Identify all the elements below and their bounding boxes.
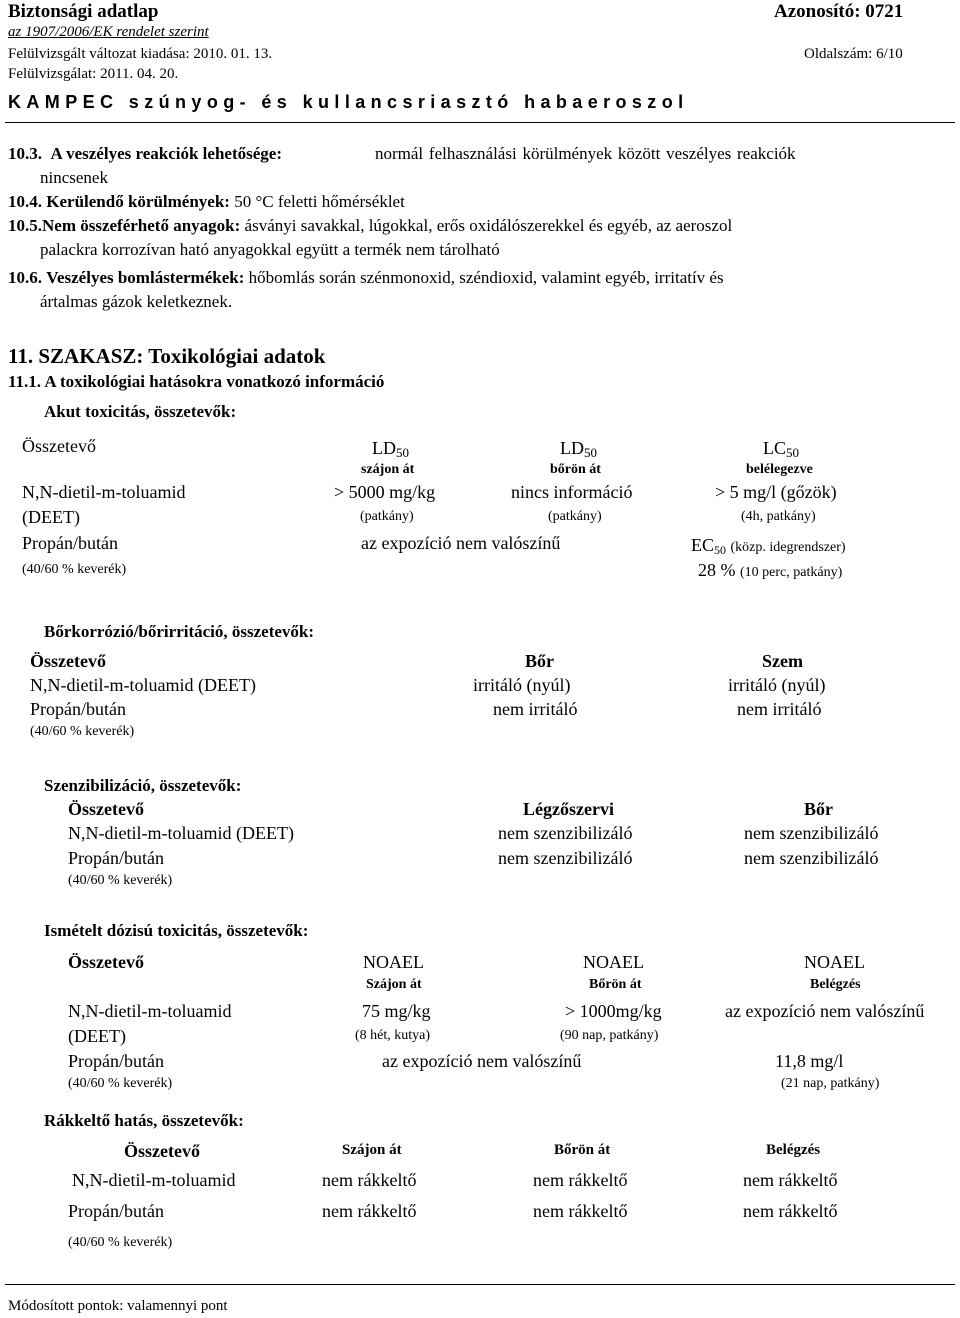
sens-r1-name: N,N-dietil-m-toluamid (DEET) <box>68 823 294 843</box>
issue-date: Felülvizsgált változat kiadása: 2010. 01. 13. <box>8 46 273 62</box>
sec10-6-label: Veszélyes bomlástermékek: <box>46 268 245 287</box>
sec10-4-num: 10.4. <box>8 192 42 211</box>
carc-heading: Rákkeltő hatás, összetevők: <box>44 1111 244 1130</box>
acute-r2-name2: (40/60 % keverék) <box>22 562 127 577</box>
sens-r1-c2: nem szenzibilizáló <box>744 823 879 843</box>
carc-r1-c1: nem rákkeltő <box>322 1170 417 1190</box>
acute-r2-c3-note: (közp. idegrendszer) <box>730 540 846 555</box>
repeat-r1-c2: > 1000mg/kg <box>565 1001 662 1021</box>
sens-col-component: Összetevő <box>68 799 144 819</box>
repeat-route2: Bőrön át <box>589 977 642 992</box>
sens-col-resp: Légzőszervi <box>523 799 614 819</box>
repeat-col2: NOAEL <box>583 952 644 972</box>
acute-route-oral: szájon át <box>361 462 415 477</box>
doc-id: Azonosító: 0721 <box>774 1 904 22</box>
carc-r1-c3: nem rákkeltő <box>743 1170 838 1190</box>
acute-route-inhal: belélegezve <box>746 462 813 477</box>
skin-r2-name: Propán/bután <box>30 699 126 719</box>
skin-r2-c2: nem irritáló <box>737 699 822 719</box>
sens-r2-c2: nem szenzibilizáló <box>744 848 879 868</box>
sec10-6-text2: ártalmas gázok keletkeznek. <box>40 292 233 311</box>
sens-r1-c1: nem szenzibilizáló <box>498 823 633 843</box>
carc-col1: Szájon át <box>342 1142 402 1158</box>
repeat-r1-c2-note: (90 nap, patkány) <box>560 1028 659 1043</box>
repeat-r2-name2: (40/60 % keverék) <box>68 1076 173 1091</box>
sec10-5-label: Nem összeférhető anyagok: <box>42 216 241 235</box>
sec10-3-text2: nincsenek <box>40 168 108 187</box>
sec10-3-text: normál felhasználási körülmények között veszélyes reakciók <box>375 144 796 163</box>
product-name: KAMPEC szúnyog- és kullancsriasztó habaeroszol <box>8 92 689 112</box>
doc-title: Biztonsági adatlap <box>8 1 159 22</box>
acute-r1-c2: nincs információ <box>511 482 633 502</box>
acute-r2-c3-val <box>698 560 842 581</box>
repeat-r2-c3: 11,8 mg/l <box>775 1051 844 1071</box>
footer-divider <box>5 1284 955 1285</box>
sec10-6-text: hőbomlás során szénmonoxid, széndioxid, valamint egyéb, irritatív és <box>248 268 724 287</box>
acute-col-ld50-dermal <box>560 438 597 461</box>
sens-r2-c1: nem szenzibilizáló <box>498 848 633 868</box>
repeat-col3: NOAEL <box>804 952 865 972</box>
acute-col2-main: LD <box>560 438 584 458</box>
skin-col-eye: Szem <box>762 651 803 671</box>
acute-heading: Akut toxicitás, összetevők: <box>44 402 237 421</box>
sec10-6 <box>8 268 724 288</box>
carc-r2-c3: nem rákkeltő <box>743 1201 838 1221</box>
acute-r1-name: N,N-dietil-m-toluamid <box>22 482 186 502</box>
sec10-4 <box>8 192 405 212</box>
repeat-route1: Szájon át <box>366 977 422 992</box>
acute-r2-c3-val-note: (10 perc, patkány) <box>740 565 843 580</box>
carc-r2-name: Propán/bután <box>68 1201 164 1221</box>
skin-r1-c2: irritáló (nyúl) <box>728 675 826 695</box>
acute-r2-c3 <box>691 535 846 558</box>
acute-r2-name: Propán/bután <box>22 533 118 553</box>
carc-r2-c1: nem rákkeltő <box>322 1201 417 1221</box>
repeat-col-component: Összetevő <box>68 952 144 972</box>
carc-r2-c2: nem rákkeltő <box>533 1201 628 1221</box>
sens-r2-name2: (40/60 % keverék) <box>68 873 173 888</box>
repeat-r2-c12: az expozíció nem valószínű <box>382 1051 582 1071</box>
repeat-heading: Ismételt dózisú toxicitás, összetevők: <box>44 921 309 940</box>
sens-col-skin: Bőr <box>804 799 833 819</box>
repeat-r1-name2: (DEET) <box>68 1026 126 1046</box>
repeat-route3: Belégzés <box>810 977 861 992</box>
carc-r1-c2: nem rákkeltő <box>533 1170 628 1190</box>
acute-col-ld50-oral <box>372 438 409 461</box>
page-number: Oldalszám: 6/10 <box>804 46 903 62</box>
carc-col2: Bőrön át <box>554 1142 611 1158</box>
acute-r2-c3-sub: 50 <box>714 543 727 557</box>
acute-route-dermal: bőrön át <box>550 462 601 477</box>
repeat-r1-c1-note: (8 hét, kutya) <box>355 1028 431 1043</box>
sens-heading: Szenzibilizáció, összetevők: <box>44 776 242 795</box>
repeat-r2-name: Propán/bután <box>68 1051 164 1071</box>
sec11-1-title: 11.1. A toxikológiai hatásokra vonatkozó információ <box>8 372 385 391</box>
regulation-ref: az 1907/2006/EK rendelet szerint <box>8 24 209 40</box>
acute-r2-c12: az expozíció nem valószínű <box>361 533 561 553</box>
repeat-r2-c3-note: (21 nap, patkány) <box>781 1076 880 1091</box>
acute-r2-c3-val-text: 28 % <box>698 560 736 580</box>
skin-heading: Bőrkorrózió/bőrirritáció, összetevők: <box>44 622 315 641</box>
sec10-4-label: Kerülendő körülmények: <box>46 192 230 211</box>
carc-r1-name: N,N-dietil-m-toluamid <box>72 1170 236 1190</box>
footer-text: Módosított pontok: valamennyi pont <box>8 1298 228 1314</box>
acute-col1-sub: 50 <box>396 445 409 460</box>
acute-col2-sub: 50 <box>584 445 597 460</box>
sec10-5-text: ásványi savakkal, lúgokkal, erős oxidálószerekkel és egyéb, az aeroszol <box>244 216 733 235</box>
acute-col1-main: LD <box>372 438 396 458</box>
sec10-5 <box>8 216 732 236</box>
acute-r1-c1: > 5000 mg/kg <box>334 482 436 502</box>
header-divider <box>5 122 955 123</box>
carc-r2-name2: (40/60 % keverék) <box>68 1235 173 1250</box>
acute-col-lc50-inhal <box>763 438 799 461</box>
acute-r1-c3-note: (4h, patkány) <box>741 509 816 524</box>
sec10-3-num: 10.3. <box>8 144 42 163</box>
sec10-5-text2: palackra korrozívan ható anyagokkal együtt a termék nem tárolható <box>40 240 500 259</box>
acute-r1-name2: (DEET) <box>22 507 80 527</box>
sec10-5-num: 10.5. <box>8 216 42 235</box>
skin-r1-c1: irritáló (nyúl) <box>473 675 571 695</box>
review-date: Felülvizsgálat: 2011. 04. 20. <box>8 66 179 82</box>
sec10-3 <box>8 144 282 164</box>
acute-r2-c3-main: EC <box>691 535 715 555</box>
acute-r1-c2-note: (patkány) <box>548 509 602 524</box>
acute-col3-main: LC <box>763 438 787 458</box>
sec11-title: 11. SZAKASZ: Toxikológiai adatok <box>8 344 326 368</box>
repeat-r1-c1: 75 mg/kg <box>362 1001 431 1021</box>
acute-col3-sub: 50 <box>786 445 800 460</box>
repeat-r1-name: N,N-dietil-m-toluamid <box>68 1001 232 1021</box>
sens-r2-name: Propán/bután <box>68 848 164 868</box>
carc-col-component: Összetevő <box>124 1141 200 1161</box>
acute-r1-c3: > 5 mg/l (gőzök) <box>715 482 837 502</box>
repeat-r1-c3: az expozíció nem valószínű <box>725 1001 925 1021</box>
skin-r2-name2: (40/60 % keverék) <box>30 724 135 739</box>
sec10-6-num: 10.6. <box>8 268 42 287</box>
skin-r2-c1: nem irritáló <box>493 699 578 719</box>
carc-col3: Belégzés <box>766 1142 821 1158</box>
skin-col-skin: Bőr <box>525 651 554 671</box>
repeat-col1: NOAEL <box>363 952 424 972</box>
acute-col-component: Összetevő <box>22 436 96 456</box>
skin-r1-name: N,N-dietil-m-toluamid (DEET) <box>30 675 256 695</box>
sec10-3-label: A veszélyes reakciók lehetősége: <box>50 144 282 163</box>
sec10-4-text: 50 °C feletti hőmérséklet <box>234 192 405 211</box>
skin-col-component: Összetevő <box>30 651 106 671</box>
acute-r1-c1-note: (patkány) <box>360 509 414 524</box>
